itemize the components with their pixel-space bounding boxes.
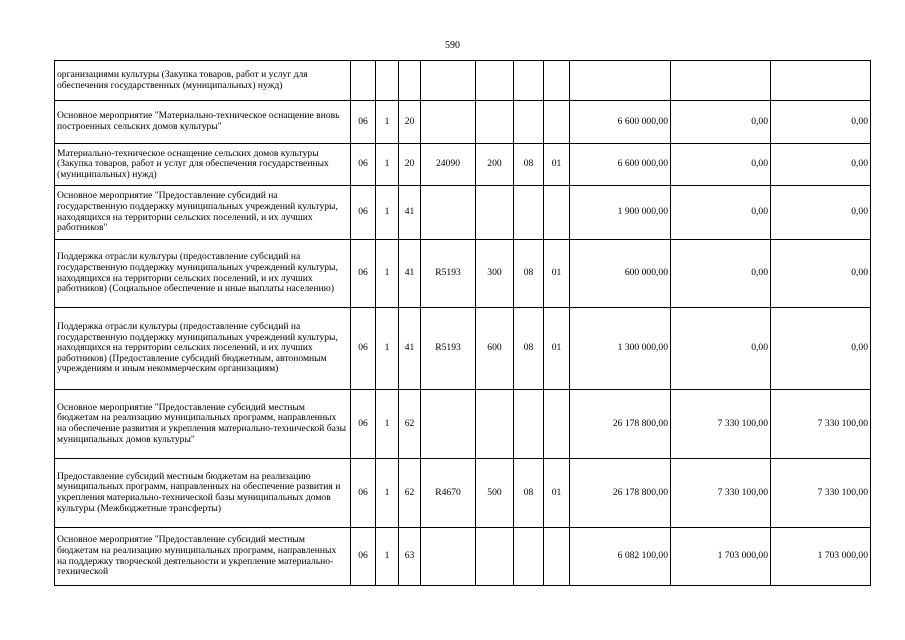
- table-row: [55, 308, 871, 390]
- section-code: [514, 390, 544, 459]
- row-description: организациями культуры (Закупка товаров, работ и услуг для обеспечения государственных (муниципальных) нужд): [55, 61, 351, 101]
- amount-year-3: [771, 61, 871, 101]
- amount-year-2: 0,00: [671, 308, 771, 390]
- amount-year-1: 1 300 000,00: [570, 308, 671, 390]
- subsection-code: 01: [544, 459, 570, 528]
- table-row: [55, 101, 871, 144]
- amount-year-2: 0,00: [671, 186, 771, 240]
- subsection-code: [544, 186, 570, 240]
- amount-year-1: 6 600 000,00: [570, 101, 671, 144]
- program-code: 06: [351, 144, 376, 186]
- amount-year-1: [570, 61, 671, 101]
- direction-code: R5193: [421, 240, 476, 308]
- expense-type-code: [476, 61, 514, 101]
- amount-year-2: 0,00: [671, 240, 771, 308]
- section-code: [514, 186, 544, 240]
- table-row: [55, 144, 871, 186]
- row-description: Основное мероприятие "Предоставление субсидий местным бюджетам на реализацию муниципальных программ, направленных на поддержку творческой деятельности и укрепление материально-технической: [55, 528, 351, 586]
- subprogram-code: 1: [376, 240, 399, 308]
- event-code: 62: [399, 390, 421, 459]
- amount-year-1: 26 178 800,00: [570, 390, 671, 459]
- amount-year-2: 7 330 100,00: [671, 390, 771, 459]
- amount-year-3: 1 703 000,00: [771, 528, 871, 586]
- program-code: 06: [351, 459, 376, 528]
- table-row: [55, 186, 871, 240]
- direction-code: [421, 186, 476, 240]
- subsection-code: [544, 61, 570, 101]
- event-code: 41: [399, 240, 421, 308]
- subsection-code: 01: [544, 240, 570, 308]
- event-code: 41: [399, 308, 421, 390]
- program-code: 06: [351, 186, 376, 240]
- expense-type-code: 200: [476, 144, 514, 186]
- budget-table: [54, 60, 871, 586]
- amount-year-1: 26 178 800,00: [570, 459, 671, 528]
- subprogram-code: 1: [376, 528, 399, 586]
- direction-code: R5193: [421, 308, 476, 390]
- expense-type-code: 300: [476, 240, 514, 308]
- row-description: Основное мероприятие "Материально-техническое оснащение вновь построенных сельских домов культуры": [55, 101, 351, 144]
- program-code: 06: [351, 390, 376, 459]
- amount-year-1: 6 082 100,00: [570, 528, 671, 586]
- event-code: 20: [399, 101, 421, 144]
- program-code: 06: [351, 528, 376, 586]
- amount-year-3: 0,00: [771, 186, 871, 240]
- expense-type-code: 600: [476, 308, 514, 390]
- row-description: Поддержка отрасли культуры (предоставление субсидий на государственную поддержку муниципальных учреждений культуры, находящихся на территории сельских поселений, и их лучших работников) (Социальное обеспечение и иные выплаты населению): [55, 240, 351, 308]
- program-code: 06: [351, 240, 376, 308]
- amount-year-1: 6 600 000,00: [570, 144, 671, 186]
- table-body: [55, 61, 871, 586]
- section-code: 08: [514, 144, 544, 186]
- event-code: 41: [399, 186, 421, 240]
- expense-type-code: [476, 390, 514, 459]
- amount-year-3: 0,00: [771, 240, 871, 308]
- subsection-code: 01: [544, 144, 570, 186]
- event-code: 63: [399, 528, 421, 586]
- amount-year-2: 0,00: [671, 101, 771, 144]
- amount-year-2: 1 703 000,00: [671, 528, 771, 586]
- subsection-code: [544, 101, 570, 144]
- amount-year-3: 0,00: [771, 144, 871, 186]
- section-code: [514, 61, 544, 101]
- expense-type-code: [476, 186, 514, 240]
- program-code: 06: [351, 308, 376, 390]
- subsection-code: 01: [544, 308, 570, 390]
- expense-type-code: [476, 528, 514, 586]
- direction-code: [421, 61, 476, 101]
- amount-year-2: [671, 61, 771, 101]
- subprogram-code: [376, 61, 399, 101]
- table-row: [55, 61, 871, 101]
- event-code: 20: [399, 144, 421, 186]
- amount-year-2: 0,00: [671, 144, 771, 186]
- row-description: Материально-техническое оснащение сельских домов культуры (Закупка товаров, работ и услуг для обеспечения государственных (муниципальных) нужд): [55, 144, 351, 186]
- event-code: [399, 61, 421, 101]
- table-row: [55, 240, 871, 308]
- direction-code: [421, 528, 476, 586]
- subprogram-code: 1: [376, 390, 399, 459]
- subsection-code: [544, 528, 570, 586]
- section-code: 08: [514, 459, 544, 528]
- expense-type-code: [476, 101, 514, 144]
- subprogram-code: 1: [376, 186, 399, 240]
- subprogram-code: 1: [376, 101, 399, 144]
- row-description: Предоставление субсидий местным бюджетам на реализацию муниципальных программ, направленных на обеспечение развития и укрепления материально-технической базы муниципальных домов культуры (Межбюджетные трансферты): [55, 459, 351, 528]
- row-description: Поддержка отрасли культуры (предоставление субсидий на государственную поддержку муниципальных учреждений культуры, находящихся на территории сельских поселений, и их лучших работников) (Предоставление субсидий бюджетным, автономным учреждениям и иным некоммерческим организациям): [55, 308, 351, 390]
- table-row: [55, 459, 871, 528]
- table-row: [55, 528, 871, 586]
- expense-type-code: 500: [476, 459, 514, 528]
- subprogram-code: 1: [376, 308, 399, 390]
- subsection-code: [544, 390, 570, 459]
- amount-year-3: 7 330 100,00: [771, 459, 871, 528]
- section-code: [514, 101, 544, 144]
- subprogram-code: 1: [376, 144, 399, 186]
- row-description: Основное мероприятие "Предоставление субсидий местным бюджетам на реализацию муниципальных программ, направленных на обеспечение развития и укрепления материально-технической базы муниципальных домов культуры": [55, 390, 351, 459]
- row-description: Основное мероприятие "Предоставление субсидий на государственную поддержку муниципальных учреждений культуры, находящихся на территории сельских поселений, и их лучших работников": [55, 186, 351, 240]
- section-code: [514, 528, 544, 586]
- amount-year-2: 7 330 100,00: [671, 459, 771, 528]
- direction-code: [421, 101, 476, 144]
- program-code: 06: [351, 101, 376, 144]
- amount-year-1: 1 900 000,00: [570, 186, 671, 240]
- amount-year-1: 600 000,00: [570, 240, 671, 308]
- subprogram-code: 1: [376, 459, 399, 528]
- amount-year-3: 7 330 100,00: [771, 390, 871, 459]
- amount-year-3: 0,00: [771, 308, 871, 390]
- direction-code: R4670: [421, 459, 476, 528]
- table-row: [55, 390, 871, 459]
- section-code: 08: [514, 308, 544, 390]
- direction-code: [421, 390, 476, 459]
- program-code: [351, 61, 376, 101]
- direction-code: 24090: [421, 144, 476, 186]
- section-code: 08: [514, 240, 544, 308]
- amount-year-3: 0,00: [771, 101, 871, 144]
- event-code: 62: [399, 459, 421, 528]
- page-number: 590: [445, 40, 460, 51]
